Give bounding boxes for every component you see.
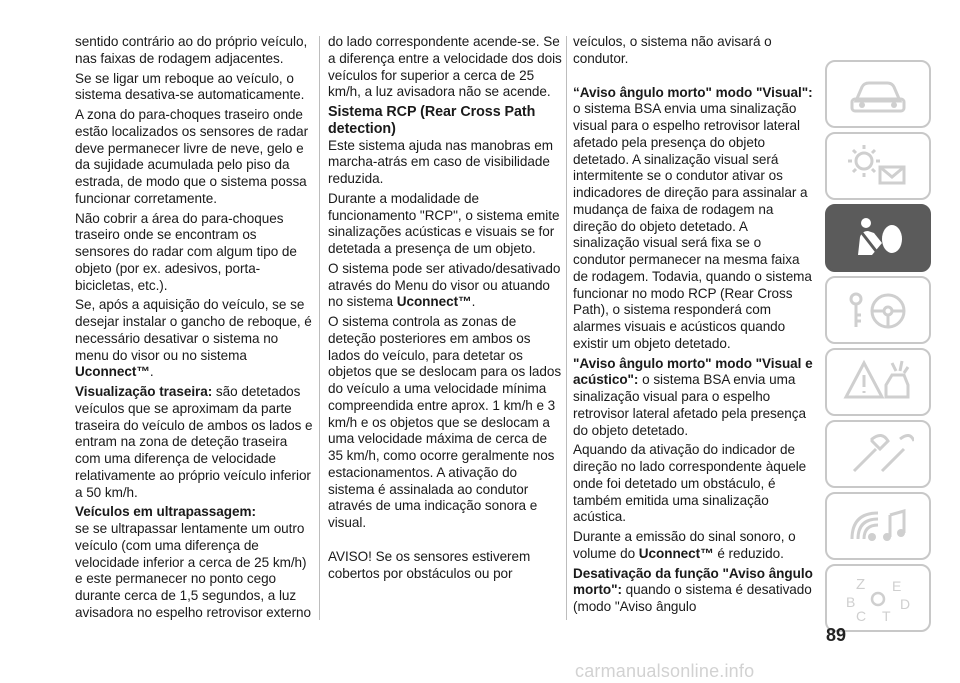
paragraph: [573, 566, 815, 616]
paragraph: sentido contrário ao do próprio veículo, nas faixas de rodagem adjacentes.: [75, 34, 308, 66]
paragraph: [573, 356, 815, 440]
watermark: carmanualsonline.info: [575, 661, 755, 681]
paragraph: Se se ligar um reboque ao veículo, o sistema desativa-se automaticamente.: [75, 70, 305, 103]
text-run: .: [149, 364, 154, 380]
paragraph: veículos, o sistema não avisará o condutor.: [573, 34, 772, 66]
column-divider: [566, 36, 567, 620]
paragraph: [328, 261, 564, 311]
brand-name: Uconnect™: [638, 545, 714, 561]
text-run: Durante a emissão do sinal sonoro, o volume do: [573, 529, 796, 561]
text-column-1: [75, 34, 313, 624]
starting-driving-icon: [842, 283, 914, 337]
warning-paragraph: AVISO! Se os sensores estiverem cobertos por obstáculos ou por: [328, 548, 531, 581]
index-letter: T: [882, 608, 891, 624]
paragraph: O sistema controla as zonas de deteção posteriores em ambos os lados do veículo, para detetar os objetos que se deslocam para os lados do veículo a uma velocidade mínima compreendida entre aprox. 1 km/h e 3 km/h e os objetos que se deslocam a uma velocidade máxima de cerca de 35 km/h, como ocorre geralmente nos estacionamentos. A ativação do sistema é assinalada ao condutor através de uma indicação sonora e visual.: [328, 314, 562, 530]
index-letter: D: [900, 596, 911, 612]
page-number: 89: [826, 625, 847, 645]
text-run: Se, após a aquisição do veículo, se se desejar instalar o gancho de reboque, é necessário desativar o sistema no menu do visor ou no sistema: [75, 297, 312, 363]
text-run: é reduzido.: [713, 545, 784, 561]
tab-dashboard[interactable]: [825, 60, 931, 128]
text-column-3: [573, 34, 815, 649]
text-run: .: [471, 294, 476, 310]
paragraph: [573, 85, 815, 353]
index-letter: E: [892, 578, 902, 594]
car-dashboard-icon: [842, 67, 914, 121]
index-letter: Z: [856, 576, 866, 593]
index-letter: B: [846, 594, 856, 610]
brand-name: Uconnect™: [75, 364, 150, 380]
paragraph: [75, 384, 313, 501]
paragraph: Aquando da ativação do indicador de direção no lado correspondente àquele onde foi detetado um obstáculo, é também emitida uma sinalização acústica.: [573, 442, 807, 525]
tab-starting-driving[interactable]: [825, 276, 931, 344]
text-run: são detetados veículos que se aproximam da parte traseira do veículo de ambos os lados e entram na zona de deteção traseira com uma diferença de velocidade relativamente ao próprio veículo inferior a 50 km/h.: [75, 384, 313, 500]
paragraph: Este sistema ajuda nas manobras em marcha-atrás em caso de visibilidade reduzida.: [328, 137, 553, 186]
paragraph: Durante a modalidade de funcionamento "RCP", o sistema emite sinalizações acústicas e visuais se for detetada a presença de um objeto.: [328, 190, 560, 256]
warning-lights-icon: [842, 139, 914, 193]
text-run: quando o sistema é desativado (modo "Aviso ângulo: [573, 582, 812, 614]
paragraph: do lado correspondente acende-se. Se a diferença entre a velocidade dos dois veículos for superior a cerca de 25 km/h, a luz avisadora não se acende.: [328, 34, 562, 100]
column-divider: [319, 36, 320, 620]
chapter-sidebar: [825, 60, 931, 636]
safety-airbag-icon: [842, 211, 914, 265]
paragraph: [75, 297, 313, 381]
paragraph: [573, 529, 815, 563]
section-heading: Sistema RCP (Rear Cross Path detection): [328, 104, 536, 137]
tab-emergency[interactable]: [825, 348, 931, 416]
text-run: se se ultrapassar lentamente um outro veículo (com uma diferença de velocidade inferior a cerca de 25 km/h) e este permanecer no ponto cego durante cerca de 1,5 segundos, a luz avisadora no espelho retrovisor externo: [75, 521, 312, 620]
tab-safety[interactable]: [825, 204, 931, 272]
tab-multimedia[interactable]: [825, 492, 931, 560]
tab-maintenance[interactable]: [825, 420, 931, 488]
tab-warning-lights[interactable]: [825, 132, 931, 200]
index-icon: [842, 571, 914, 625]
index-letter: C: [856, 608, 867, 624]
paragraph: [75, 504, 313, 621]
text-run: o sistema BSA envia uma sinalização visual para o espelho retrovisor lateral afetado pela presença do objeto detetado.: [573, 372, 806, 438]
inline-heading: “Aviso ângulo morto" modo "Visual":: [573, 84, 813, 100]
inline-heading: Visualização traseira:: [75, 384, 213, 399]
tab-index[interactable]: [825, 564, 931, 632]
paragraph: Não cobrir a área do para-choques traseiro onde se encontram os sensores do radar com algum tipo de objeto (por ex. adesivos, porta-bicicletas, etc.).: [75, 210, 297, 293]
text-run: O sistema pode ser ativado/desativado através do Menu do visor ou atuando no sistema: [328, 260, 561, 310]
emergency-icon: [842, 355, 914, 409]
inline-heading: "Aviso ângulo morto" modo "Visual e acústico":: [573, 355, 813, 388]
text-run: o sistema BSA envia uma sinalização visual para o espelho retrovisor lateral afetado pela presença do objeto detetado. A sinalização visual será intermitente se o condutor ativar os indicadores de direção para assinalar a mudança de faixa de rodagem na direção do objeto detetado. A sinalização visual será fixa se o condutor permanecer na mesma faixa de rodagem. Todavia, quando o sistema funcionar no modo RCP (Rear Cross Path), o sistema responderá com alarmes visuais e acústicos quando existir um objeto detetado.: [573, 101, 812, 351]
maintenance-icon: [842, 427, 914, 481]
multimedia-icon: [842, 499, 914, 553]
inline-heading: Veículos em ultrapassagem:: [75, 504, 256, 520]
brand-name: Uconnect™: [396, 294, 472, 310]
text-column-2: [328, 34, 564, 594]
paragraph: A zona do para-choques traseiro onde estão localizados os sensores de radar deve permanecer livre de neve, gelo e da sujidade acumulada pelo piso da estrada, de modo que o sistema possa funcionar corretamente.: [75, 107, 309, 206]
inline-heading: Desativação da função "Aviso ângulo morto":: [573, 565, 813, 598]
